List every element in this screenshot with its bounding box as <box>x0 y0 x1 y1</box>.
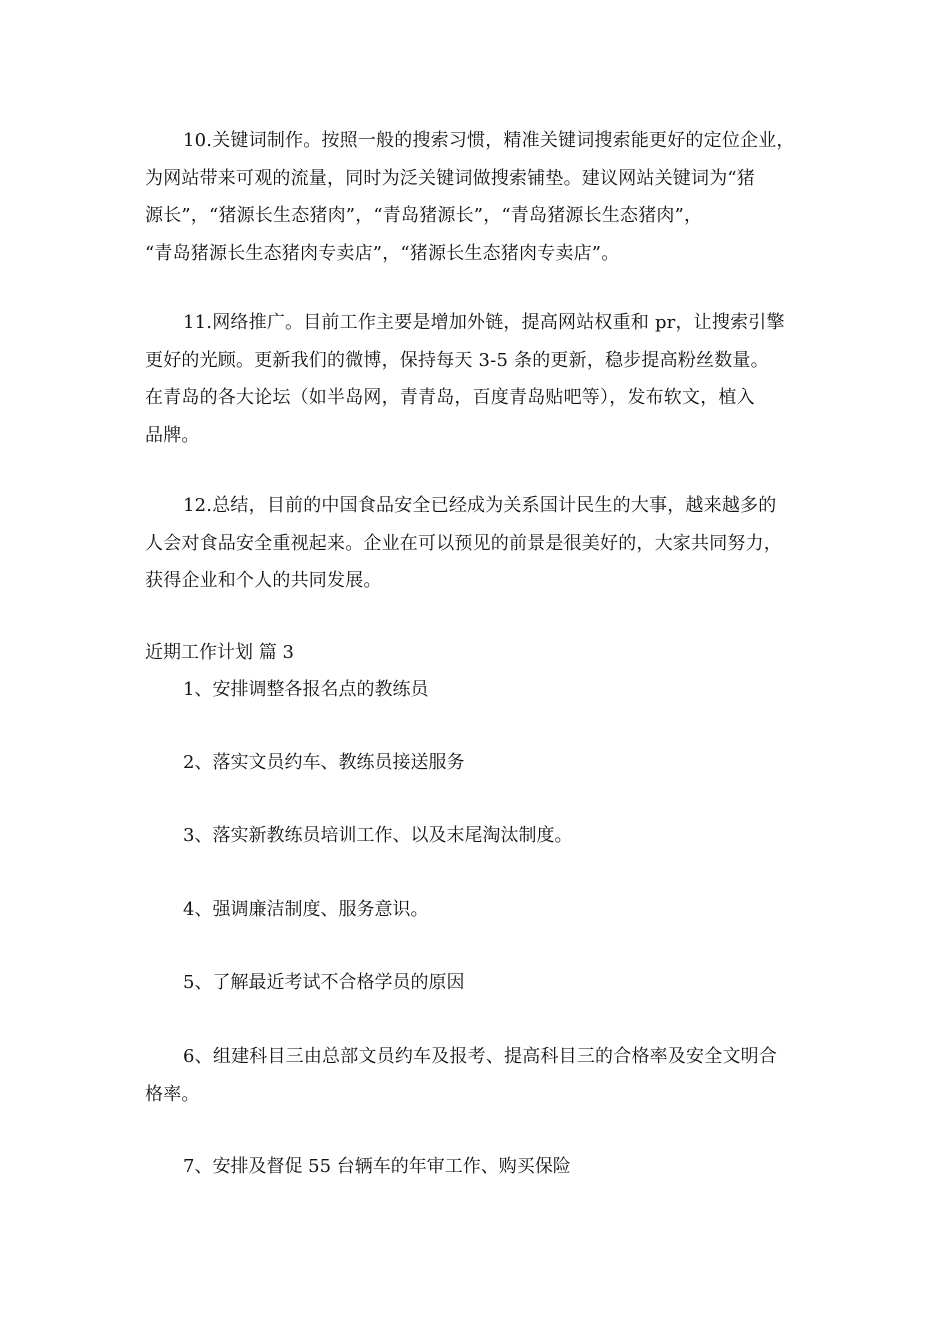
paragraph-line: 11.网络推广。目前工作主要是增加外链，提高网站权重和 pr，让搜索引擎 <box>183 312 785 333</box>
plan-item-multiline <box>145 1038 815 1113</box>
paragraph-line: 源长”，“猪源长生态猪肉”，“青岛猪源长”，“青岛猪源长生态猪肉”， <box>145 205 703 226</box>
paragraph-line: 格率。 <box>145 1083 200 1105</box>
paragraph-line: 10.关键词制作。按照一般的搜索习惯，精准关键词搜索能更好的定位企业， <box>183 130 795 151</box>
paragraph-line: “青岛猪源长生态猪肉专卖店”，“猪源长生态猪肉专卖店”。 <box>145 242 620 264</box>
plan-item: 4、强调廉洁制度、服务意识。 <box>183 899 429 920</box>
paragraph-line: 获得企业和个人的共同发展。 <box>145 570 382 591</box>
paragraph-line: 人会对食品安全重视起来。企业在可以预见的前景是很美好的，大家共同努力， <box>145 532 782 554</box>
paragraph-line: 6、组建科目三由总部文员约车及报考、提高科目三的合格率及安全文明合 <box>183 1046 778 1067</box>
paragraph-online-promotion <box>145 304 815 454</box>
paragraph-line: 12.总结，目前的中国食品安全已经成为关系国计民生的大事，越来越多的 <box>183 495 777 516</box>
section-heading: 近期工作计划 篇 3 <box>145 642 294 663</box>
plan-item: 1、安排调整各报名点的教练员 <box>183 679 429 700</box>
paragraph-line: 为网站带来可观的流量，同时为泛关键词做搜索铺垫。建议网站关键词为“猪 <box>145 167 755 189</box>
paragraph-line: 品牌。 <box>145 424 200 446</box>
plan-item: 2、落实文员约车、教练员接送服务 <box>183 752 465 773</box>
paragraph-line: 在青岛的各大论坛（如半岛网，青青岛，百度青岛贴吧等），发布软文，植入 <box>145 387 755 408</box>
paragraph-keyword-creation <box>145 122 815 272</box>
plan-item: 5、了解最近考试不合格学员的原因 <box>183 972 465 993</box>
paragraph-summary <box>145 487 815 600</box>
plan-item: 7、安排及督促 55 台辆车的年审工作、购买保险 <box>183 1156 571 1177</box>
paragraph-line: 更好的光顾。更新我们的微博，保持每天 3-5 条的更新，稳步提高粉丝数量。 <box>145 349 769 371</box>
plan-item: 3、落实新教练员培训工作、以及末尾淘汰制度。 <box>183 825 573 846</box>
